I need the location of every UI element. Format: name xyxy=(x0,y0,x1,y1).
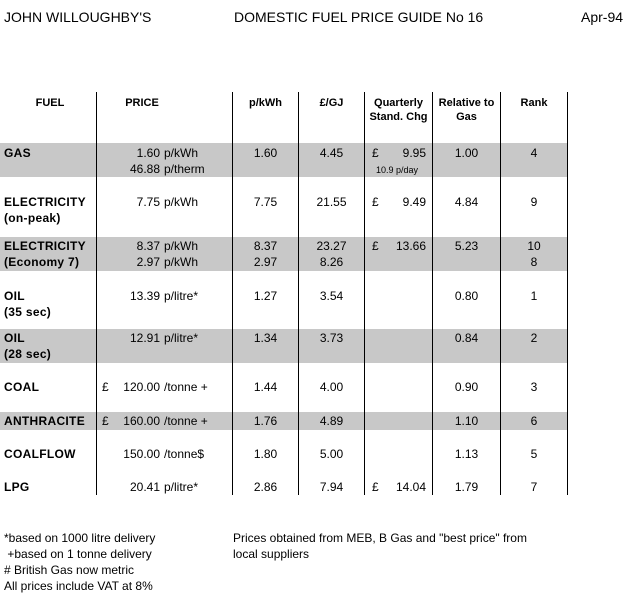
relative-to-gas-value: 1.13 xyxy=(454,447,479,461)
p-per-kwh-value: 8.37 xyxy=(253,239,278,253)
pounds-per-gj-value: 4.00 xyxy=(319,380,344,394)
price-unit: /tonne + xyxy=(164,380,208,394)
relative-to-gas-value: 1.00 xyxy=(454,146,479,160)
issue-date: Apr-94 xyxy=(581,9,624,25)
fuel-name: ANTHRACITE xyxy=(4,414,85,428)
rank-value: 8 xyxy=(530,255,538,269)
price-value: 7.75 xyxy=(136,195,160,209)
price-value: 13.39 xyxy=(129,289,160,303)
price-value: 1.60 xyxy=(136,146,160,160)
p-per-kwh-value: 1.27 xyxy=(253,289,278,303)
standing-charge-value: 13.66 xyxy=(395,239,426,253)
rank-value: 2 xyxy=(530,331,538,345)
rank-value: 9 xyxy=(530,195,538,209)
footnote-line: *based on 1000 litre delivery xyxy=(4,531,156,545)
price-value: 8.37 xyxy=(136,239,160,253)
p-per-kwh-value: 7.75 xyxy=(253,195,278,209)
currency-symbol: £ xyxy=(102,380,109,394)
price-value: 46.88 xyxy=(129,162,160,176)
currency-symbol: £ xyxy=(372,146,379,160)
p-per-kwh-value: 2.97 xyxy=(253,255,278,269)
price-value: 160.00 xyxy=(123,414,160,428)
header-pounds-per-gj: £/GJ xyxy=(319,97,344,109)
relative-to-gas-value: 0.80 xyxy=(454,289,479,303)
pounds-per-gj-value: 4.89 xyxy=(319,414,344,428)
source-note-line: local suppliers xyxy=(233,547,310,561)
fuel-subname: (on-peak) xyxy=(4,211,61,225)
relative-to-gas-value: 5.23 xyxy=(454,239,479,253)
source-note-line: Prices obtained from MEB, B Gas and "best price" from xyxy=(233,531,527,545)
header-relative-line2: Gas xyxy=(456,111,477,123)
standing-charge-value: 9.49 xyxy=(402,195,426,209)
relative-to-gas-value: 4.84 xyxy=(454,195,479,209)
p-per-kwh-value: 2.86 xyxy=(253,480,278,494)
currency-symbol: £ xyxy=(372,480,379,494)
p-per-kwh-value: 1.76 xyxy=(253,414,278,428)
currency-symbol: £ xyxy=(372,239,379,253)
rank-value: 6 xyxy=(530,414,538,428)
price-unit: p/kWh xyxy=(164,255,199,269)
fuel-subname: (Economy 7) xyxy=(4,255,80,269)
standing-charge-value: 9.95 xyxy=(402,146,426,160)
page-title: DOMESTIC FUEL PRICE GUIDE No 16 xyxy=(234,9,484,25)
price-unit: p/litre* xyxy=(164,480,199,494)
p-per-kwh-value: 1.60 xyxy=(253,146,278,160)
fuel-name: COALFLOW xyxy=(4,447,76,461)
header-quarterly-line2: Stand. Chg xyxy=(369,111,428,123)
rank-value: 4 xyxy=(530,146,538,160)
fuel-name: ELECTRICITY xyxy=(4,239,86,253)
rank-value: 7 xyxy=(530,480,538,494)
relative-to-gas-value: 1.10 xyxy=(454,414,479,428)
rank-value: 3 xyxy=(530,380,538,394)
p-per-kwh-value: 1.44 xyxy=(253,380,278,394)
footnote-line: All prices include VAT at 8% xyxy=(4,579,153,593)
header-quarterly-line1: Quarterly xyxy=(374,97,423,109)
relative-to-gas-value: 0.84 xyxy=(454,331,479,345)
price-unit: /tonne + xyxy=(164,414,208,428)
rank-value: 1 xyxy=(530,289,538,303)
rank-value: 10 xyxy=(527,239,541,253)
fuel-subname: (35 sec) xyxy=(4,305,52,319)
fuel-name: GAS xyxy=(4,146,31,160)
price-value: 20.41 xyxy=(129,480,160,494)
fuel-name: ELECTRICITY xyxy=(4,195,86,209)
fuel-subname: (28 sec) xyxy=(4,347,52,361)
pounds-per-gj-value: 21.55 xyxy=(316,195,347,209)
p-per-kwh-value: 1.34 xyxy=(253,331,278,345)
price-unit: p/kWh xyxy=(164,146,199,160)
header-p-per-kwh: p/kWh xyxy=(249,97,282,109)
price-value: 12.91 xyxy=(129,331,160,345)
pounds-per-gj-value: 8.26 xyxy=(319,255,344,269)
pounds-per-gj-value: 23.27 xyxy=(316,239,347,253)
column-divider xyxy=(567,92,568,495)
pounds-per-gj-value: 5.00 xyxy=(319,447,344,461)
column-divider xyxy=(96,92,97,495)
header-price: PRICE xyxy=(125,97,159,109)
pounds-per-gj-value: 3.54 xyxy=(319,289,344,303)
fuel-name: COAL xyxy=(4,380,40,394)
relative-to-gas-value: 0.90 xyxy=(454,380,479,394)
currency-symbol: £ xyxy=(372,195,379,209)
price-value: 150.00 xyxy=(123,447,160,461)
price-unit: p/therm xyxy=(164,162,205,176)
price-unit: p/kWh xyxy=(164,239,199,253)
column-divider xyxy=(364,92,365,495)
price-value: 120.00 xyxy=(123,380,160,394)
header-rank: Rank xyxy=(520,97,548,109)
fuel-name: LPG xyxy=(4,480,30,494)
standing-charge-note: 10.9 p/day xyxy=(376,165,419,175)
standing-charge-value: 14.04 xyxy=(395,480,426,494)
p-per-kwh-value: 1.80 xyxy=(253,447,278,461)
footnote-line: +based on 1 tonne delivery xyxy=(4,547,152,561)
price-unit: /tonne$ xyxy=(164,447,205,461)
price-value: 2.97 xyxy=(136,255,160,269)
fuel-name: OIL xyxy=(4,289,25,303)
fuel-name: OIL xyxy=(4,331,25,345)
rank-value: 5 xyxy=(530,447,538,461)
pounds-per-gj-value: 4.45 xyxy=(319,146,344,160)
header-fuel: FUEL xyxy=(35,97,65,109)
author-name: JOHN WILLOUGHBY'S xyxy=(4,9,152,25)
footnote-line: # British Gas now metric xyxy=(4,563,135,577)
pounds-per-gj-value: 3.73 xyxy=(319,331,344,345)
price-unit: p/kWh xyxy=(164,195,199,209)
header-relative-line1: Relative to xyxy=(438,97,495,109)
price-unit: p/litre* xyxy=(164,289,199,303)
currency-symbol: £ xyxy=(102,414,109,428)
price-unit: p/litre* xyxy=(164,331,199,345)
pounds-per-gj-value: 7.94 xyxy=(319,480,344,494)
relative-to-gas-value: 1.79 xyxy=(454,480,479,494)
